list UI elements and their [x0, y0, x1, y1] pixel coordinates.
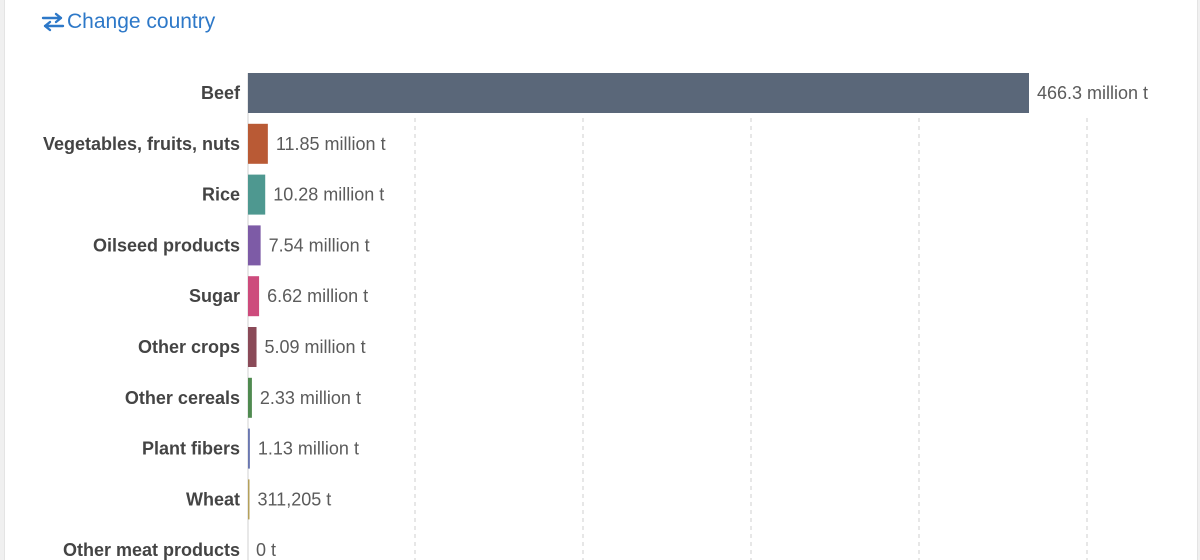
value-label-6: 2.33 million t: [259, 387, 361, 408]
category-label-3: Oilseed products: [92, 235, 240, 256]
category-label-1: Vegetables, fruits, nuts: [42, 133, 240, 154]
category-label-4: Sugar: [188, 286, 240, 307]
category-label-2: Rice: [201, 184, 240, 205]
value-label-8: 311,205 t: [257, 489, 332, 510]
value-label-1: 11.85 million t: [275, 133, 386, 154]
category-label-0: Beef: [200, 83, 240, 103]
category-label-7: Plant fibers: [141, 438, 240, 459]
bar-7: [248, 429, 250, 469]
category-label-8: Wheat: [186, 489, 240, 510]
bar-4: [248, 276, 259, 316]
category-label-5: Other crops: [137, 337, 240, 357]
value-label-5: 5.09 million t: [264, 337, 366, 357]
bar-0: [248, 73, 1029, 113]
value-label-4: 6.62 million t: [267, 286, 369, 307]
bar-3: [248, 225, 261, 265]
bar-1: [248, 124, 268, 164]
category-label-6: Other cereals: [124, 387, 240, 408]
change-country-label: Change country: [67, 10, 216, 33]
value-label-2: 10.28 million t: [273, 184, 385, 205]
bar-8: [248, 479, 250, 519]
category-label-9: Other meat products: [62, 540, 240, 560]
value-label-0: 466.3 million t: [1037, 83, 1149, 103]
bar-5: [248, 327, 257, 367]
value-label-9: 0 t: [256, 540, 277, 560]
bar-6: [248, 378, 252, 418]
value-label-7: 1.13 million t: [257, 438, 359, 459]
value-label-3: 7.54 million t: [268, 235, 370, 256]
bar-2: [248, 175, 265, 215]
